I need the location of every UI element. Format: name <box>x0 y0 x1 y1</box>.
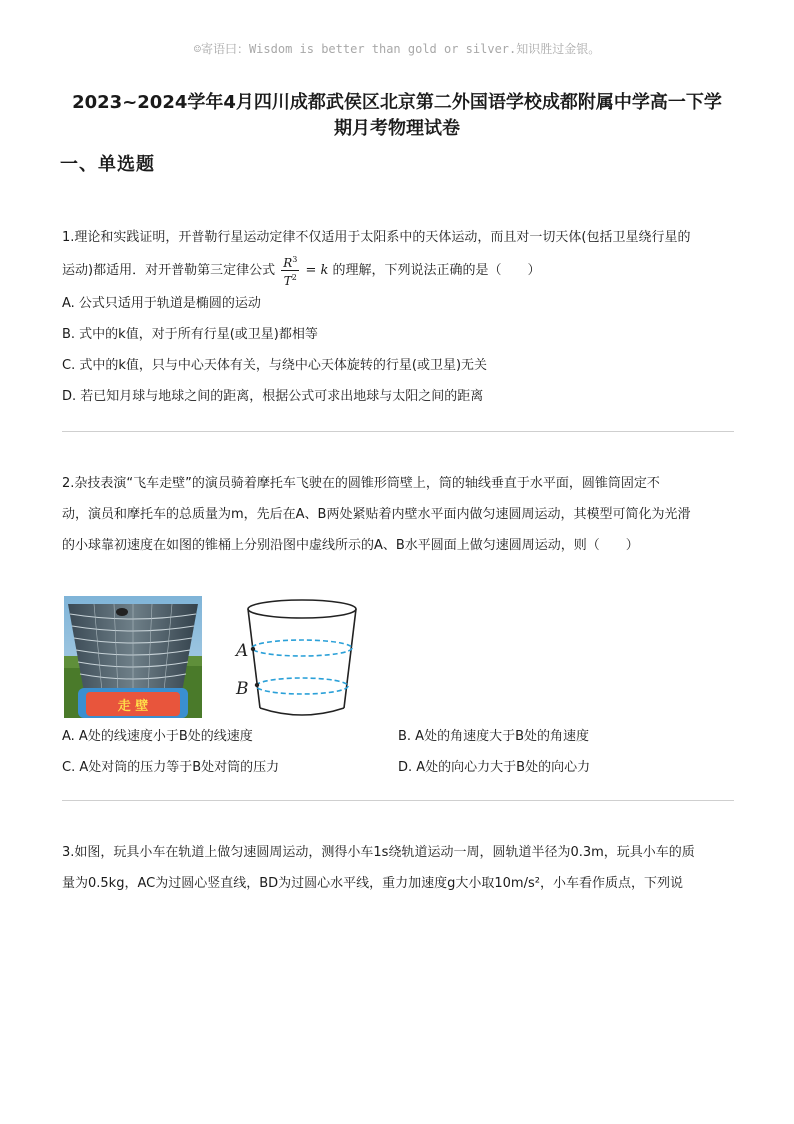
q2-option-a[interactable]: A. A处的线速度小于B处的线速度 <box>62 729 253 744</box>
cone-diagram <box>224 596 360 718</box>
kepler-fraction <box>281 253 299 288</box>
q2-line-2: 动，演员和摩托车的总质量为m，先后在A、B两处紧贴着内壁水平面内做匀速圆周运动，其模型可简化为光滑 <box>62 507 691 522</box>
title-line-1: 2023~2024学年4月四川成都武侯区北京第二外国语学校成都附属中学高一下学 <box>72 92 722 113</box>
denominator-exponent: 2 <box>291 273 297 282</box>
q1-line-2-a: 运动)都适用．对开普勒第三定律公式 <box>62 263 276 278</box>
question-2 <box>62 468 734 561</box>
point-b-marker <box>255 683 259 687</box>
q2-option-d[interactable]: D. A处的向心力大于B处的向心力 <box>398 760 591 775</box>
q1-option-d[interactable]: D. 若已知月球与地球之间的距离，根据公式可求出地球与太阳之间的距离 <box>62 389 484 404</box>
kepler-equation-rhs: = k <box>305 263 329 278</box>
numerator-exponent: 3 <box>292 255 298 264</box>
motto-header: ☺寄语曰：Wisdom is better than gold or silver.知识胜过金银。 <box>193 42 601 56</box>
label-b: B <box>236 679 249 699</box>
q3-line-2: 量为0.5kg，AC为过圆心竖直线，BD为过圆心水平线，重力加速度g大小取10m/s²，小车看作质点，下列说 <box>62 876 683 891</box>
q2-options <box>62 721 734 783</box>
q2-figures <box>64 596 364 718</box>
photo-illustration <box>64 596 202 718</box>
title-line-2: 期月考物理试卷 <box>334 118 460 139</box>
q1-line-1: 1.理论和实践证明，开普勒行星运动定律不仅适用于太阳系中的天体运动，而且对一切天体(包括卫星绕行星的 <box>62 230 691 245</box>
divider <box>62 431 734 432</box>
divider <box>62 800 734 801</box>
q3-line-1: 3.如图，玩具小车在轨道上做匀速圆周运动，测得小车1s绕轨道运动一周，圆轨道半径为0.3m，玩具小车的质 <box>62 845 695 860</box>
q1-line-2-b: 的理解，下列说法正确的是（ ） <box>332 263 541 278</box>
q2-option-c[interactable]: C. A处对筒的压力等于B处对筒的压力 <box>62 760 280 775</box>
stunt-cylinder-photo <box>64 596 202 718</box>
q1-option-b[interactable]: B. 式中的k值，对于所有行星(或卫星)都相等 <box>62 327 318 342</box>
circle-a-path <box>252 640 352 656</box>
page-title <box>40 90 754 142</box>
fraction-numerator: R <box>283 256 293 270</box>
q1-line-2 <box>62 253 734 288</box>
q1-option-c[interactable]: C. 式中的k值，只与中心天体有关，与绕中心天体旋转的行星(或卫星)无关 <box>62 358 488 373</box>
question-3 <box>62 837 734 899</box>
point-a-marker <box>251 647 255 651</box>
q2-option-b[interactable]: B. A处的角速度大于B处的角速度 <box>398 729 589 744</box>
q1-option-a[interactable]: A. 公式只适用于轨道是椭圆的运动 <box>62 296 261 311</box>
label-a: A <box>236 641 249 661</box>
circle-b-path <box>256 678 348 694</box>
q2-line-1: 2.杂技表演“飞车走壁”的演员骑着摩托车飞驶在的圆锥形筒壁上，筒的轴线垂直于水平面，圆锥筒固定不 <box>62 476 660 491</box>
q2-line-3: 的小球靠初速度在如图的锥桶上分别沿图中虚线所示的A、B水平圆面上做匀速圆周运动，则（ ） <box>62 538 639 553</box>
question-1 <box>62 222 734 412</box>
fraction-denominator: T <box>283 274 292 288</box>
photo-sign-text: 走 壁 <box>117 699 149 714</box>
section-heading: 一、单选题 <box>60 154 155 175</box>
